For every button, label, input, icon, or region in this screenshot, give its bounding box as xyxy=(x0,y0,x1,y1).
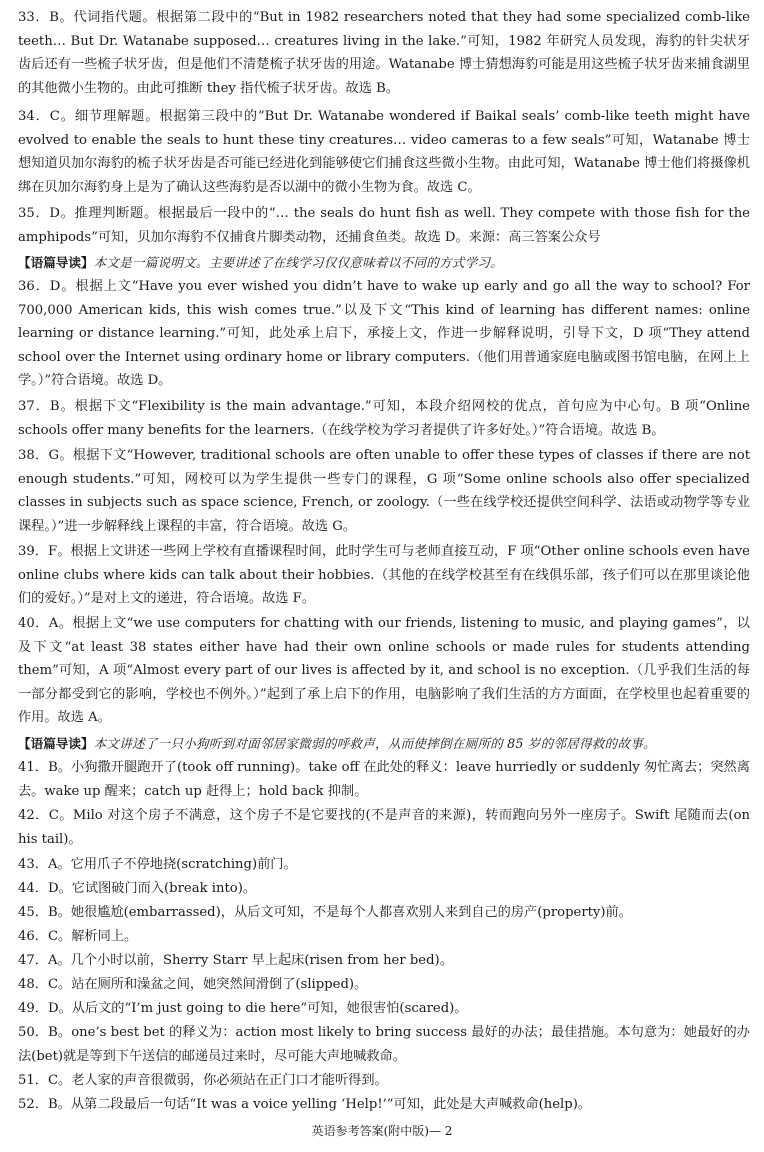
answer-39: 39．F。根据上文讲述一些网上学校有直播课程时间，此时学生可与老师直接互动，F 项“Other online schools even have online clubs where kids can talk about their hobbies.（其他的在线学校甚至有在线俱乐部，孩子们可以在那里谈论他们的爱好。）”是对上文的递进，符合语境。故选 F。 xyxy=(18,544,750,607)
answer-37: 37．B。根据下文“Flexibility is the main advantage.”可知，本段介绍网校的优点，首句应为中心句。B 项“Online schools offer many benefits for the learners.（在线学校为学习者提供了许多好处。）”符合语境。故选 B。 xyxy=(18,399,750,438)
answer-50: 50．B。one’s best bet 的释义为：action most likely to bring success 最好的办法；最佳措施。本句意为：她最好的办法(bet)就是等到下午送信的邮递员过来时，尽可能大声地喊救命。 xyxy=(18,1025,750,1064)
answer-44: 44．D。它试图破门而入(break into)。 xyxy=(18,881,257,896)
answer-45: 45．B。她很尴尬(embarrassed)，从后文可知，不是每个人都喜欢别人来到自己的房产(property)前。 xyxy=(18,905,632,920)
answer-46: 46．C。解析同上。 xyxy=(18,929,138,944)
answer-41: 41．B。小狗撒开腿跑开了(took off running)。take off 在此处的释义：leave hurriedly or suddenly 匆忙离去；突然离去。wake up 醒来；catch up 赶得上；hold back 抑制。 xyxy=(18,760,750,799)
passage-guide-2 xyxy=(18,732,750,756)
guide-text: 本文是一篇说明文。主要讲述了在线学习仅仅意味着以不同的方式学习。 xyxy=(93,255,503,270)
answer-51: 51．C。老人家的声音很微弱，你必须站在正门口才能听得到。 xyxy=(18,1073,388,1088)
answer-40: 40．A。根据上文“we use computers for chatting with our friends, listening to music, and playing games”，以及下文“at least 38 states either have had their own online schools or made rules for students attending them”可知，A 项“Almost every part of our lives is affected by it, and school is no exception.（几乎我们生活的每一部分都受到它的影响，学校也不例外。）”起到了承上启下的作用，电脑影响了我们生活的方方面面，在学校里也起着重要的作用。故选 A。 xyxy=(18,616,750,726)
answer-43: 43．A。它用爪子不停地挠(scratching)前门。 xyxy=(18,857,297,872)
answer-38: 38．G。根据下文“However, traditional schools are often unable to offer these types of classes if there are not enough students.”可知，网校可以为学生提供一些专门的课程，G 项“Some online schools also offer specialized classes in subjects such as space science, French, or zoology.（一些在线学校还提供空间科学、法语或动物学等专业课程。）”进一步解释线上课程的丰富，符合语境。故选 G。 xyxy=(18,448,750,534)
answer-52: 52．B。从第二段最后一句话“It was a voice yelling ‘Help!’”可知，此处是大声喊救命(help)。 xyxy=(18,1097,592,1112)
answer-33: 33．B。代词指代题。根据第二段中的“But in 1982 researchers noted that they had some specialized comb-like teeth… But Dr. Watanabe supposed… creatures living in the lake.”可知，1982 年研究人员发现，海豹的针尖状牙齿后还有一些梳子状牙齿，但是他们不清楚梳子状牙齿的用途。Watanabe 博士猜想海豹可能是用这些梳子状牙齿来捕食湖里的其他微小生物的。由此可推断 they 指代梳子状牙齿。故选 B。 xyxy=(18,10,750,96)
page-footer: 英语参考答案(附中版)— 2 xyxy=(311,1124,453,1138)
answer-35: 35．D。推理判断题。根据最后一段中的“… the seals do hunt fish as well. They compete with those fish for the amphipods”可知，贝加尔海豹不仅捕食片脚类动物，还捕食鱼类。故选 D。来源：高三答案公众号 xyxy=(18,206,750,245)
answer-34: 34．C。细节理解题。根据第三段中的“But Dr. Watanabe wondered if Baikal seals’ comb-like teeth might have evolved to enable the seals to hunt these tiny creatures… video cameras to a few seals”可知，Watanabe 博士想知道贝加尔海豹的梳子状牙齿是否可能已经进化到能够使它们捕食这些微小生物。由此可知，Watanabe 博士他们将摄像机绑在贝加尔海豹身上是为了确认这些海豹是否以湖中的微小生物为食。故选 C。 xyxy=(18,109,750,195)
guide-tag: 【语篇导读】 xyxy=(18,736,94,751)
answer-49: 49．D。从后文的“I’m just going to die here”可知，她很害怕(scared)。 xyxy=(18,1001,468,1016)
answer-48: 48．C。站在厕所和澡盆之间，她突然间滑倒了(slipped)。 xyxy=(18,977,368,992)
answer-36: 36．D。根据上文“Have you ever wished you didn’t have to wake up early and go all the way to school? For 700,000 American kids, this wish comes true.”以及下文“This kind of learning has different names: online learning or distance learning.”可知，此处承上启下，承接上文，作进一步解释说明，引导下文，D 项“They attend school over the Internet using ordinary home or library computers.（他们用普通家庭电脑或图书馆电脑，在网上上学。）”符合语境。故选 D。 xyxy=(18,279,750,389)
answer-47: 47．A。几个小时以前，Sherry Starr 早上起床(risen from her bed)。 xyxy=(18,953,453,968)
answer-42: 42．C。Milo 对这个房子不满意，这个房子不是它要找的(不是声音的来源)，转而跑向另外一座房子。Swift 尾随而去(on his tail)。 xyxy=(18,808,750,847)
guide-tag: 【语篇导读】 xyxy=(18,255,94,270)
passage-guide-1 xyxy=(18,251,750,275)
guide-text: 本文讲述了一只小狗听到对面邻居家微弱的呼救声，从而使摔倒在厕所的 85 岁的邻居得救的故事。 xyxy=(93,736,656,751)
